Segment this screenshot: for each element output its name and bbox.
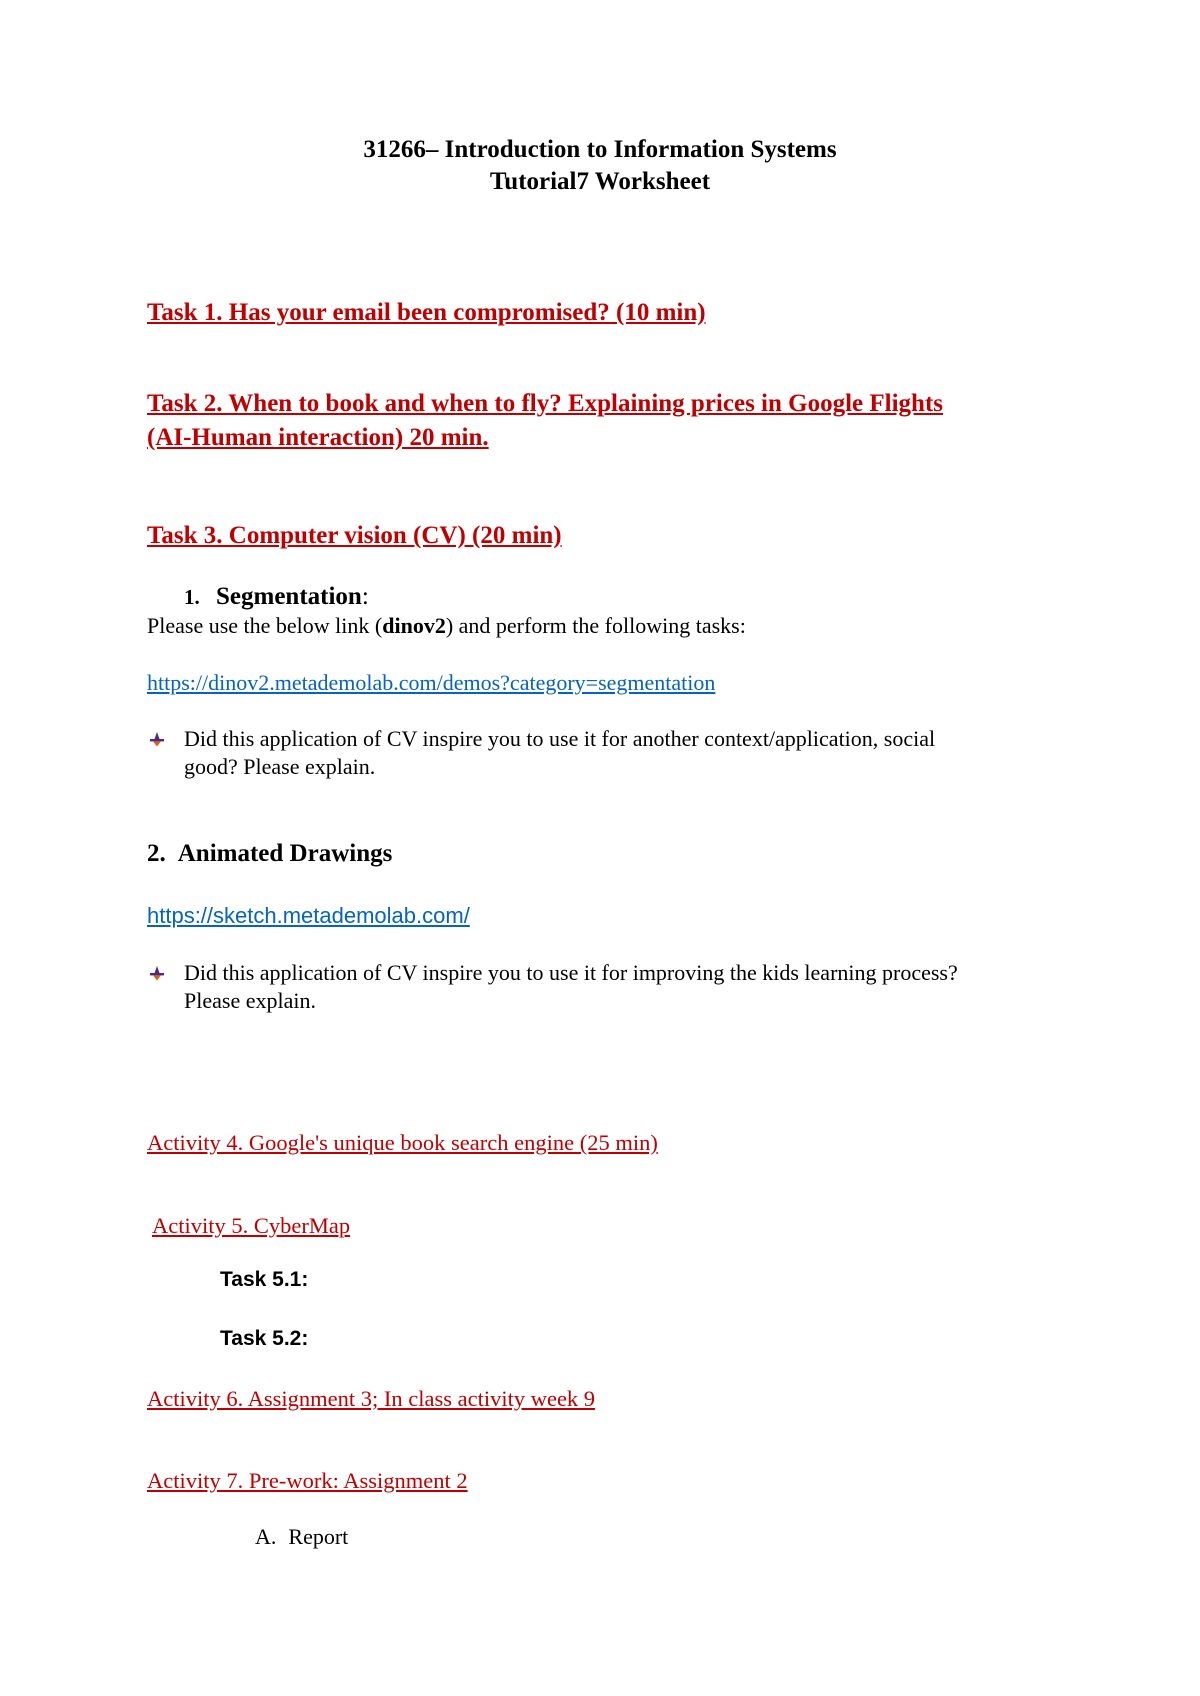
- worksheet-title: Tutorial7 Worksheet: [489, 168, 711, 195]
- task3-heading: Task 3. Computer vision (CV) (20 min): [147, 522, 562, 549]
- segmentation-link[interactable]: https://dinov2.metademolab.com/demos?category=segmentation: [147, 670, 716, 695]
- segmentation-heading: [184, 583, 369, 611]
- segmentation-colon: :: [361, 583, 369, 610]
- arrow-down-bullet-icon: [149, 731, 165, 747]
- arrow-down-bullet-icon: [149, 965, 165, 981]
- task51-label: Task 5.1:: [220, 1268, 309, 1291]
- report-label: Report: [288, 1524, 349, 1549]
- task2-heading-line1: Task 2. When to book and when to fly? Explaining prices in Google Flights: [147, 390, 944, 417]
- segmentation-instruction: [147, 613, 746, 639]
- animated-heading: [147, 840, 392, 868]
- task2-heading-line2: (AI-Human interaction) 20 min.: [147, 424, 489, 451]
- course-title: 31266– Introduction to Information Systems: [363, 136, 837, 163]
- segmentation-title: Segmentation: [216, 583, 362, 610]
- task1-heading: Task 1. Has your email been compromised? (10 min): [147, 299, 706, 326]
- instruction-bold: dinov2: [382, 613, 446, 638]
- animated-number: 2.: [147, 840, 166, 867]
- task52-label: Task 5.2:: [220, 1327, 309, 1350]
- animated-bullet-line2: Please explain.: [184, 988, 316, 1013]
- instruction-suffix: ) and perform the following tasks:: [445, 613, 746, 638]
- activity5-heading: Activity 5. CyberMap: [152, 1213, 351, 1238]
- animated-bullet-line1: Did this application of CV inspire you to use it for improving the kids learning process?: [184, 960, 958, 985]
- segmentation-bullet-line1: Did this application of CV inspire you to use it for another context/application, social: [184, 726, 936, 751]
- segmentation-bullet-line2: good? Please explain.: [184, 754, 376, 779]
- animated-title: Animated Drawings: [177, 840, 393, 867]
- activity6-heading: Activity 6. Assignment 3; In class activity week 9: [147, 1386, 596, 1411]
- instruction-prefix: Please use the below link (: [147, 613, 383, 638]
- activity7-heading: Activity 7. Pre-work: Assignment 2: [147, 1468, 468, 1493]
- report-letter: A.: [255, 1524, 277, 1549]
- segmentation-number: 1.: [184, 585, 200, 609]
- activity4-heading: Activity 4. Google's unique book search engine (25 min): [147, 1130, 658, 1155]
- animated-link[interactable]: https://sketch.metademolab.com/: [147, 903, 470, 928]
- report-item: [255, 1524, 348, 1550]
